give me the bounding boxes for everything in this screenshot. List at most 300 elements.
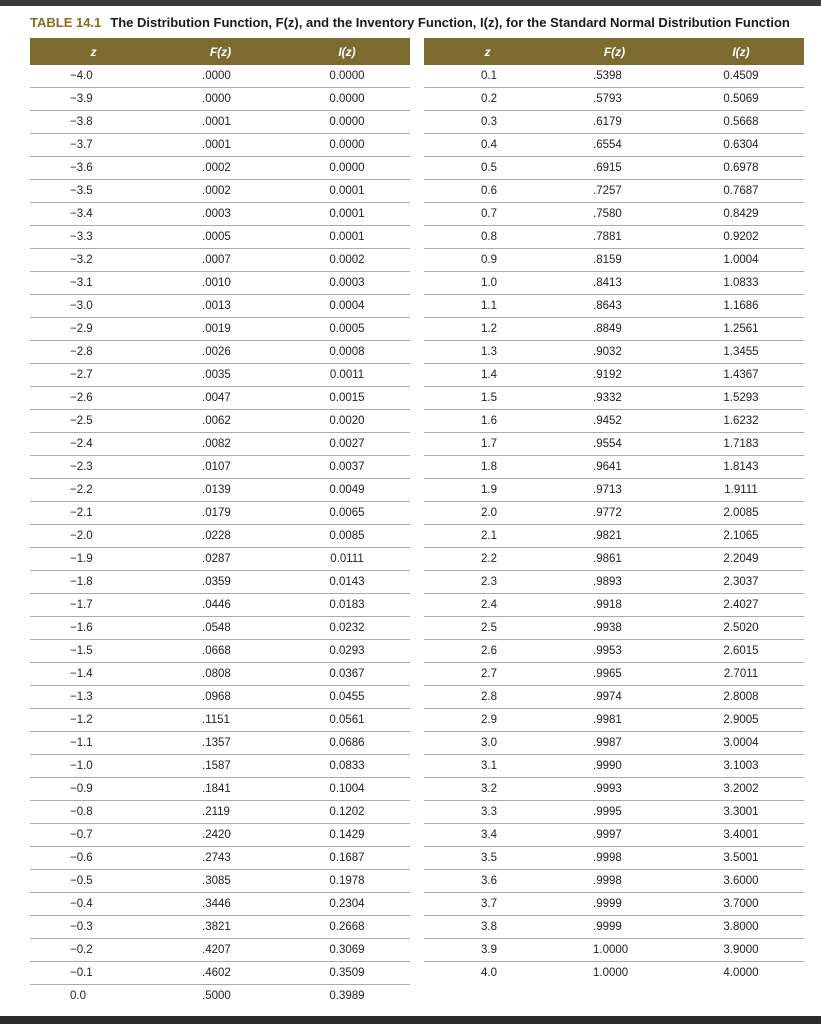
- table-row: [424, 732, 804, 755]
- iz-cell: 3.0004: [678, 732, 804, 755]
- table-row: [424, 686, 804, 709]
- iz-cell: 1.2561: [678, 318, 804, 341]
- iz-cell: 0.1202: [284, 801, 410, 824]
- col-header-z: z: [424, 38, 551, 65]
- table-row: [424, 939, 804, 962]
- iz-cell: 0.3069: [284, 939, 410, 962]
- table-row: [30, 134, 410, 157]
- table-row: [424, 111, 804, 134]
- iz-cell: 0.8429: [678, 203, 804, 226]
- iz-cell: 0.0000: [284, 65, 410, 88]
- fz-cell: .9993: [551, 778, 678, 801]
- fz-cell: .0107: [157, 456, 284, 479]
- z-cell: −0.7: [30, 824, 157, 847]
- table-row: [424, 65, 804, 88]
- z-cell: 0.3: [424, 111, 551, 134]
- iz-cell: 2.2049: [678, 548, 804, 571]
- z-cell: −1.7: [30, 594, 157, 617]
- z-cell: −3.8: [30, 111, 157, 134]
- iz-cell: 3.8000: [678, 916, 804, 939]
- fz-cell: .9452: [551, 410, 678, 433]
- fz-cell: .9713: [551, 479, 678, 502]
- z-cell: −2.9: [30, 318, 157, 341]
- fz-cell: .0062: [157, 410, 284, 433]
- table-row: [30, 617, 410, 640]
- z-cell: −3.0: [30, 295, 157, 318]
- iz-cell: 3.1003: [678, 755, 804, 778]
- table-row: [424, 824, 804, 847]
- z-cell: −1.6: [30, 617, 157, 640]
- z-cell: 1.7: [424, 433, 551, 456]
- fz-cell: .0010: [157, 272, 284, 295]
- iz-cell: 0.0001: [284, 180, 410, 203]
- fz-cell: .0359: [157, 571, 284, 594]
- iz-cell: 0.0005: [284, 318, 410, 341]
- z-cell: −0.5: [30, 870, 157, 893]
- z-cell: −0.9: [30, 778, 157, 801]
- table-caption: [30, 12, 810, 34]
- fz-cell: .9974: [551, 686, 678, 709]
- table-row: [424, 157, 804, 180]
- z-cell: −3.1: [30, 272, 157, 295]
- table-row: [30, 525, 410, 548]
- table-row: [424, 916, 804, 939]
- table-row: [30, 847, 410, 870]
- table-row: [30, 341, 410, 364]
- iz-cell: 0.0002: [284, 249, 410, 272]
- table-row: [424, 709, 804, 732]
- z-cell: 3.2: [424, 778, 551, 801]
- table-title: The Distribution Function, F(z), and the Inventory Function, I(z), for the Standard Normal Distribution Function: [110, 15, 790, 30]
- fz-cell: .0047: [157, 387, 284, 410]
- table-row: [30, 272, 410, 295]
- header-row: [30, 38, 410, 65]
- fz-cell: .6179: [551, 111, 678, 134]
- table-row: [30, 985, 410, 1008]
- z-cell: −2.5: [30, 410, 157, 433]
- z-cell: −4.0: [30, 65, 157, 88]
- table-row: [424, 249, 804, 272]
- z-cell: −0.3: [30, 916, 157, 939]
- iz-cell: 0.0008: [284, 341, 410, 364]
- fz-cell: .9999: [551, 916, 678, 939]
- table-row: [30, 778, 410, 801]
- table-row: [424, 456, 804, 479]
- fz-cell: .2420: [157, 824, 284, 847]
- table-row: [30, 709, 410, 732]
- fz-cell: .5398: [551, 65, 678, 88]
- col-header-fz: F(z): [551, 38, 678, 65]
- fz-cell: .9641: [551, 456, 678, 479]
- table-row: [424, 364, 804, 387]
- iz-cell: 1.0004: [678, 249, 804, 272]
- iz-cell: 1.0833: [678, 272, 804, 295]
- z-cell: 2.2: [424, 548, 551, 571]
- z-cell: 2.8: [424, 686, 551, 709]
- fz-cell: .0000: [157, 65, 284, 88]
- z-cell: 0.2: [424, 88, 551, 111]
- table-row: [30, 732, 410, 755]
- fz-cell: .0005: [157, 226, 284, 249]
- table-row: [30, 916, 410, 939]
- z-cell: −2.3: [30, 456, 157, 479]
- iz-cell: 1.1686: [678, 295, 804, 318]
- iz-cell: 2.0085: [678, 502, 804, 525]
- table-row: [30, 801, 410, 824]
- fz-cell: .3085: [157, 870, 284, 893]
- fz-cell: .0003: [157, 203, 284, 226]
- z-cell: 0.1: [424, 65, 551, 88]
- fz-cell: .9995: [551, 801, 678, 824]
- iz-cell: 0.0000: [284, 157, 410, 180]
- fz-cell: .0287: [157, 548, 284, 571]
- z-cell: 1.1: [424, 295, 551, 318]
- iz-cell: 0.0561: [284, 709, 410, 732]
- z-cell: −3.9: [30, 88, 157, 111]
- iz-cell: 2.3037: [678, 571, 804, 594]
- table-row: [424, 318, 804, 341]
- fz-cell: .9998: [551, 870, 678, 893]
- table-row: [424, 548, 804, 571]
- iz-cell: 2.1065: [678, 525, 804, 548]
- z-cell: −1.8: [30, 571, 157, 594]
- iz-cell: 2.5020: [678, 617, 804, 640]
- iz-cell: 0.0183: [284, 594, 410, 617]
- table-row: [424, 134, 804, 157]
- iz-cell: 1.6232: [678, 410, 804, 433]
- iz-cell: 0.0015: [284, 387, 410, 410]
- table-row: [30, 686, 410, 709]
- iz-cell: 0.0085: [284, 525, 410, 548]
- z-cell: 3.9: [424, 939, 551, 962]
- fz-cell: .8159: [551, 249, 678, 272]
- fz-cell: .7257: [551, 180, 678, 203]
- table-row: [30, 203, 410, 226]
- iz-cell: 0.0143: [284, 571, 410, 594]
- iz-cell: 0.1429: [284, 824, 410, 847]
- fz-cell: .9332: [551, 387, 678, 410]
- iz-cell: 0.0686: [284, 732, 410, 755]
- iz-cell: 0.2304: [284, 893, 410, 916]
- z-cell: 3.4: [424, 824, 551, 847]
- z-cell: 2.7: [424, 663, 551, 686]
- fz-cell: .9861: [551, 548, 678, 571]
- iz-cell: 2.7011: [678, 663, 804, 686]
- iz-cell: 3.4001: [678, 824, 804, 847]
- z-cell: −3.3: [30, 226, 157, 249]
- fz-cell: .1587: [157, 755, 284, 778]
- iz-cell: 0.1004: [284, 778, 410, 801]
- fz-cell: .9965: [551, 663, 678, 686]
- z-cell: 3.6: [424, 870, 551, 893]
- table-row: [30, 295, 410, 318]
- iz-cell: 0.0020: [284, 410, 410, 433]
- z-cell: 1.0: [424, 272, 551, 295]
- iz-cell: 3.2002: [678, 778, 804, 801]
- iz-cell: 1.4367: [678, 364, 804, 387]
- table-row: [424, 893, 804, 916]
- z-cell: 0.4: [424, 134, 551, 157]
- fz-cell: .9987: [551, 732, 678, 755]
- table-row: [30, 111, 410, 134]
- z-cell: 2.5: [424, 617, 551, 640]
- fz-cell: .0446: [157, 594, 284, 617]
- table-row: [30, 824, 410, 847]
- z-cell: −1.5: [30, 640, 157, 663]
- table-row: [424, 479, 804, 502]
- table-row: [424, 617, 804, 640]
- table-row: [424, 801, 804, 824]
- table-number: TABLE 14.1: [30, 15, 102, 30]
- table-row: [30, 410, 410, 433]
- iz-cell: 0.0000: [284, 111, 410, 134]
- z-cell: −1.9: [30, 548, 157, 571]
- table-row: [30, 548, 410, 571]
- iz-cell: 2.9005: [678, 709, 804, 732]
- z-cell: −3.7: [30, 134, 157, 157]
- z-cell: −1.2: [30, 709, 157, 732]
- table-row: [30, 870, 410, 893]
- fz-cell: .0001: [157, 134, 284, 157]
- z-cell: 2.4: [424, 594, 551, 617]
- iz-cell: 0.3509: [284, 962, 410, 985]
- table-row: [30, 364, 410, 387]
- fz-cell: .9821: [551, 525, 678, 548]
- iz-cell: 0.6304: [678, 134, 804, 157]
- iz-cell: 1.7183: [678, 433, 804, 456]
- table-row: [30, 456, 410, 479]
- table-row: [424, 226, 804, 249]
- iz-cell: 1.3455: [678, 341, 804, 364]
- z-cell: −2.1: [30, 502, 157, 525]
- table-row: [424, 847, 804, 870]
- fz-cell: .9981: [551, 709, 678, 732]
- fz-cell: .0026: [157, 341, 284, 364]
- iz-cell: 0.6978: [678, 157, 804, 180]
- iz-cell: 0.0293: [284, 640, 410, 663]
- fz-cell: .8849: [551, 318, 678, 341]
- table-row: [424, 203, 804, 226]
- z-cell: 2.3: [424, 571, 551, 594]
- table-row: [30, 755, 410, 778]
- table-row: [424, 295, 804, 318]
- iz-cell: 2.4027: [678, 594, 804, 617]
- z-cell: −2.6: [30, 387, 157, 410]
- z-cell: −0.1: [30, 962, 157, 985]
- z-cell: 3.7: [424, 893, 551, 916]
- iz-cell: 0.0065: [284, 502, 410, 525]
- iz-cell: 1.5293: [678, 387, 804, 410]
- table-row: [30, 180, 410, 203]
- fz-cell: .0139: [157, 479, 284, 502]
- table-row: [424, 341, 804, 364]
- z-cell: −1.4: [30, 663, 157, 686]
- table-row: [424, 88, 804, 111]
- table-row: [424, 962, 804, 985]
- fz-cell: .0013: [157, 295, 284, 318]
- table-row: [424, 525, 804, 548]
- table-row: [424, 387, 804, 410]
- fz-cell: .9772: [551, 502, 678, 525]
- z-cell: 1.2: [424, 318, 551, 341]
- bottom-border: [0, 1016, 821, 1024]
- table-row: [424, 594, 804, 617]
- z-cell: −1.3: [30, 686, 157, 709]
- z-cell: 1.3: [424, 341, 551, 364]
- fz-cell: 1.0000: [593, 967, 629, 979]
- header-row: [424, 38, 804, 65]
- right-table-body: [424, 65, 804, 984]
- iz-cell: 0.2668: [284, 916, 410, 939]
- z-cell: −3.2: [30, 249, 157, 272]
- right-table: [424, 38, 804, 984]
- z-cell: 0.8: [424, 226, 551, 249]
- fz-cell: .9990: [551, 755, 678, 778]
- fz-cell: .0000: [157, 88, 284, 111]
- iz-cell: 0.0455: [284, 686, 410, 709]
- fz-cell: .5000: [202, 990, 231, 1002]
- fz-cell: .9999: [551, 893, 678, 916]
- fz-cell: .0035: [157, 364, 284, 387]
- iz-cell: 0.0232: [284, 617, 410, 640]
- left-table-body: [30, 65, 410, 1007]
- z-cell: −1.0: [30, 755, 157, 778]
- iz-cell: 3.9000: [678, 939, 804, 962]
- table-row: [424, 272, 804, 295]
- col-header-iz: I(z): [678, 38, 804, 65]
- iz-cell: 0.0004: [284, 295, 410, 318]
- fz-cell: .8413: [551, 272, 678, 295]
- z-cell: 2.1: [424, 525, 551, 548]
- iz-cell: 0.0000: [284, 88, 410, 111]
- fz-cell: .2119: [157, 801, 284, 824]
- fz-cell: .1151: [157, 709, 284, 732]
- iz-cell: 0.0367: [284, 663, 410, 686]
- fz-cell: .9998: [551, 847, 678, 870]
- z-cell: 1.6: [424, 410, 551, 433]
- table-row: [424, 502, 804, 525]
- z-cell: 0.9: [424, 249, 551, 272]
- iz-cell: 0.0011: [284, 364, 410, 387]
- z-cell: −0.4: [30, 893, 157, 916]
- fz-cell: .5793: [551, 88, 678, 111]
- z-cell: 0.7: [424, 203, 551, 226]
- iz-cell: 4.0000: [723, 967, 759, 979]
- iz-cell: 2.8008: [678, 686, 804, 709]
- table-row: [424, 870, 804, 893]
- table-row: [30, 571, 410, 594]
- iz-cell: 3.5001: [678, 847, 804, 870]
- fz-cell: .0808: [157, 663, 284, 686]
- fz-cell: .9893: [551, 571, 678, 594]
- fz-cell: .2743: [157, 847, 284, 870]
- table-row: [424, 571, 804, 594]
- fz-cell: .9554: [551, 433, 678, 456]
- iz-cell: 0.0003: [284, 272, 410, 295]
- left-table: [30, 38, 410, 1007]
- z-cell: 4.0: [481, 967, 497, 979]
- z-cell: 3.1: [424, 755, 551, 778]
- fz-cell: .3446: [157, 893, 284, 916]
- z-cell: 0.0: [70, 990, 86, 1002]
- z-cell: −0.2: [30, 939, 157, 962]
- fz-cell: 1.0000: [551, 939, 678, 962]
- fz-cell: .0002: [157, 180, 284, 203]
- iz-cell: 0.1687: [284, 847, 410, 870]
- table-row: [424, 778, 804, 801]
- z-cell: 3.0: [424, 732, 551, 755]
- table-row: [30, 640, 410, 663]
- table-row: [30, 893, 410, 916]
- fz-cell: .9938: [551, 617, 678, 640]
- table-row: [30, 663, 410, 686]
- z-cell: −3.6: [30, 157, 157, 180]
- fz-cell: .0179: [157, 502, 284, 525]
- fz-cell: .9953: [551, 640, 678, 663]
- iz-cell: 0.0037: [284, 456, 410, 479]
- fz-cell: .7881: [551, 226, 678, 249]
- fz-cell: .6554: [551, 134, 678, 157]
- fz-cell: .0007: [157, 249, 284, 272]
- iz-cell: 0.0833: [284, 755, 410, 778]
- z-cell: −2.0: [30, 525, 157, 548]
- fz-cell: .9918: [551, 594, 678, 617]
- fz-cell: .0548: [157, 617, 284, 640]
- iz-cell: 0.7687: [678, 180, 804, 203]
- z-cell: 2.6: [424, 640, 551, 663]
- iz-cell: 0.0001: [284, 226, 410, 249]
- iz-cell: 0.3989: [329, 990, 365, 1002]
- z-cell: 1.8: [424, 456, 551, 479]
- iz-cell: 0.0111: [284, 548, 410, 571]
- z-cell: 1.9: [424, 479, 551, 502]
- z-cell: 3.3: [424, 801, 551, 824]
- fz-cell: .6915: [551, 157, 678, 180]
- col-header-z: z: [30, 38, 157, 65]
- table-row: [30, 249, 410, 272]
- iz-cell: 0.9202: [678, 226, 804, 249]
- iz-cell: 0.0000: [284, 134, 410, 157]
- table-row: [424, 663, 804, 686]
- fz-cell: .9997: [551, 824, 678, 847]
- fz-cell: .9192: [551, 364, 678, 387]
- table-row: [30, 88, 410, 111]
- col-header-fz: F(z): [157, 38, 284, 65]
- fz-cell: .0001: [157, 111, 284, 134]
- z-cell: 1.4: [424, 364, 551, 387]
- iz-cell: 0.5069: [678, 88, 804, 111]
- z-cell: 2.9: [424, 709, 551, 732]
- table-row: [424, 410, 804, 433]
- z-cell: 3.8: [424, 916, 551, 939]
- table-row: [424, 180, 804, 203]
- fz-cell: .3821: [157, 916, 284, 939]
- table-row: [30, 479, 410, 502]
- fz-cell: .0668: [157, 640, 284, 663]
- table-row: [30, 65, 410, 88]
- z-cell: 0.6: [424, 180, 551, 203]
- table-row: [424, 640, 804, 663]
- z-cell: −0.8: [30, 801, 157, 824]
- z-cell: −0.6: [30, 847, 157, 870]
- z-cell: −1.1: [30, 732, 157, 755]
- fz-cell: .4207: [157, 939, 284, 962]
- z-cell: 2.0: [424, 502, 551, 525]
- iz-cell: 0.0001: [284, 203, 410, 226]
- iz-cell: 1.9111: [678, 479, 804, 502]
- table-row: [30, 502, 410, 525]
- z-cell: 0.5: [424, 157, 551, 180]
